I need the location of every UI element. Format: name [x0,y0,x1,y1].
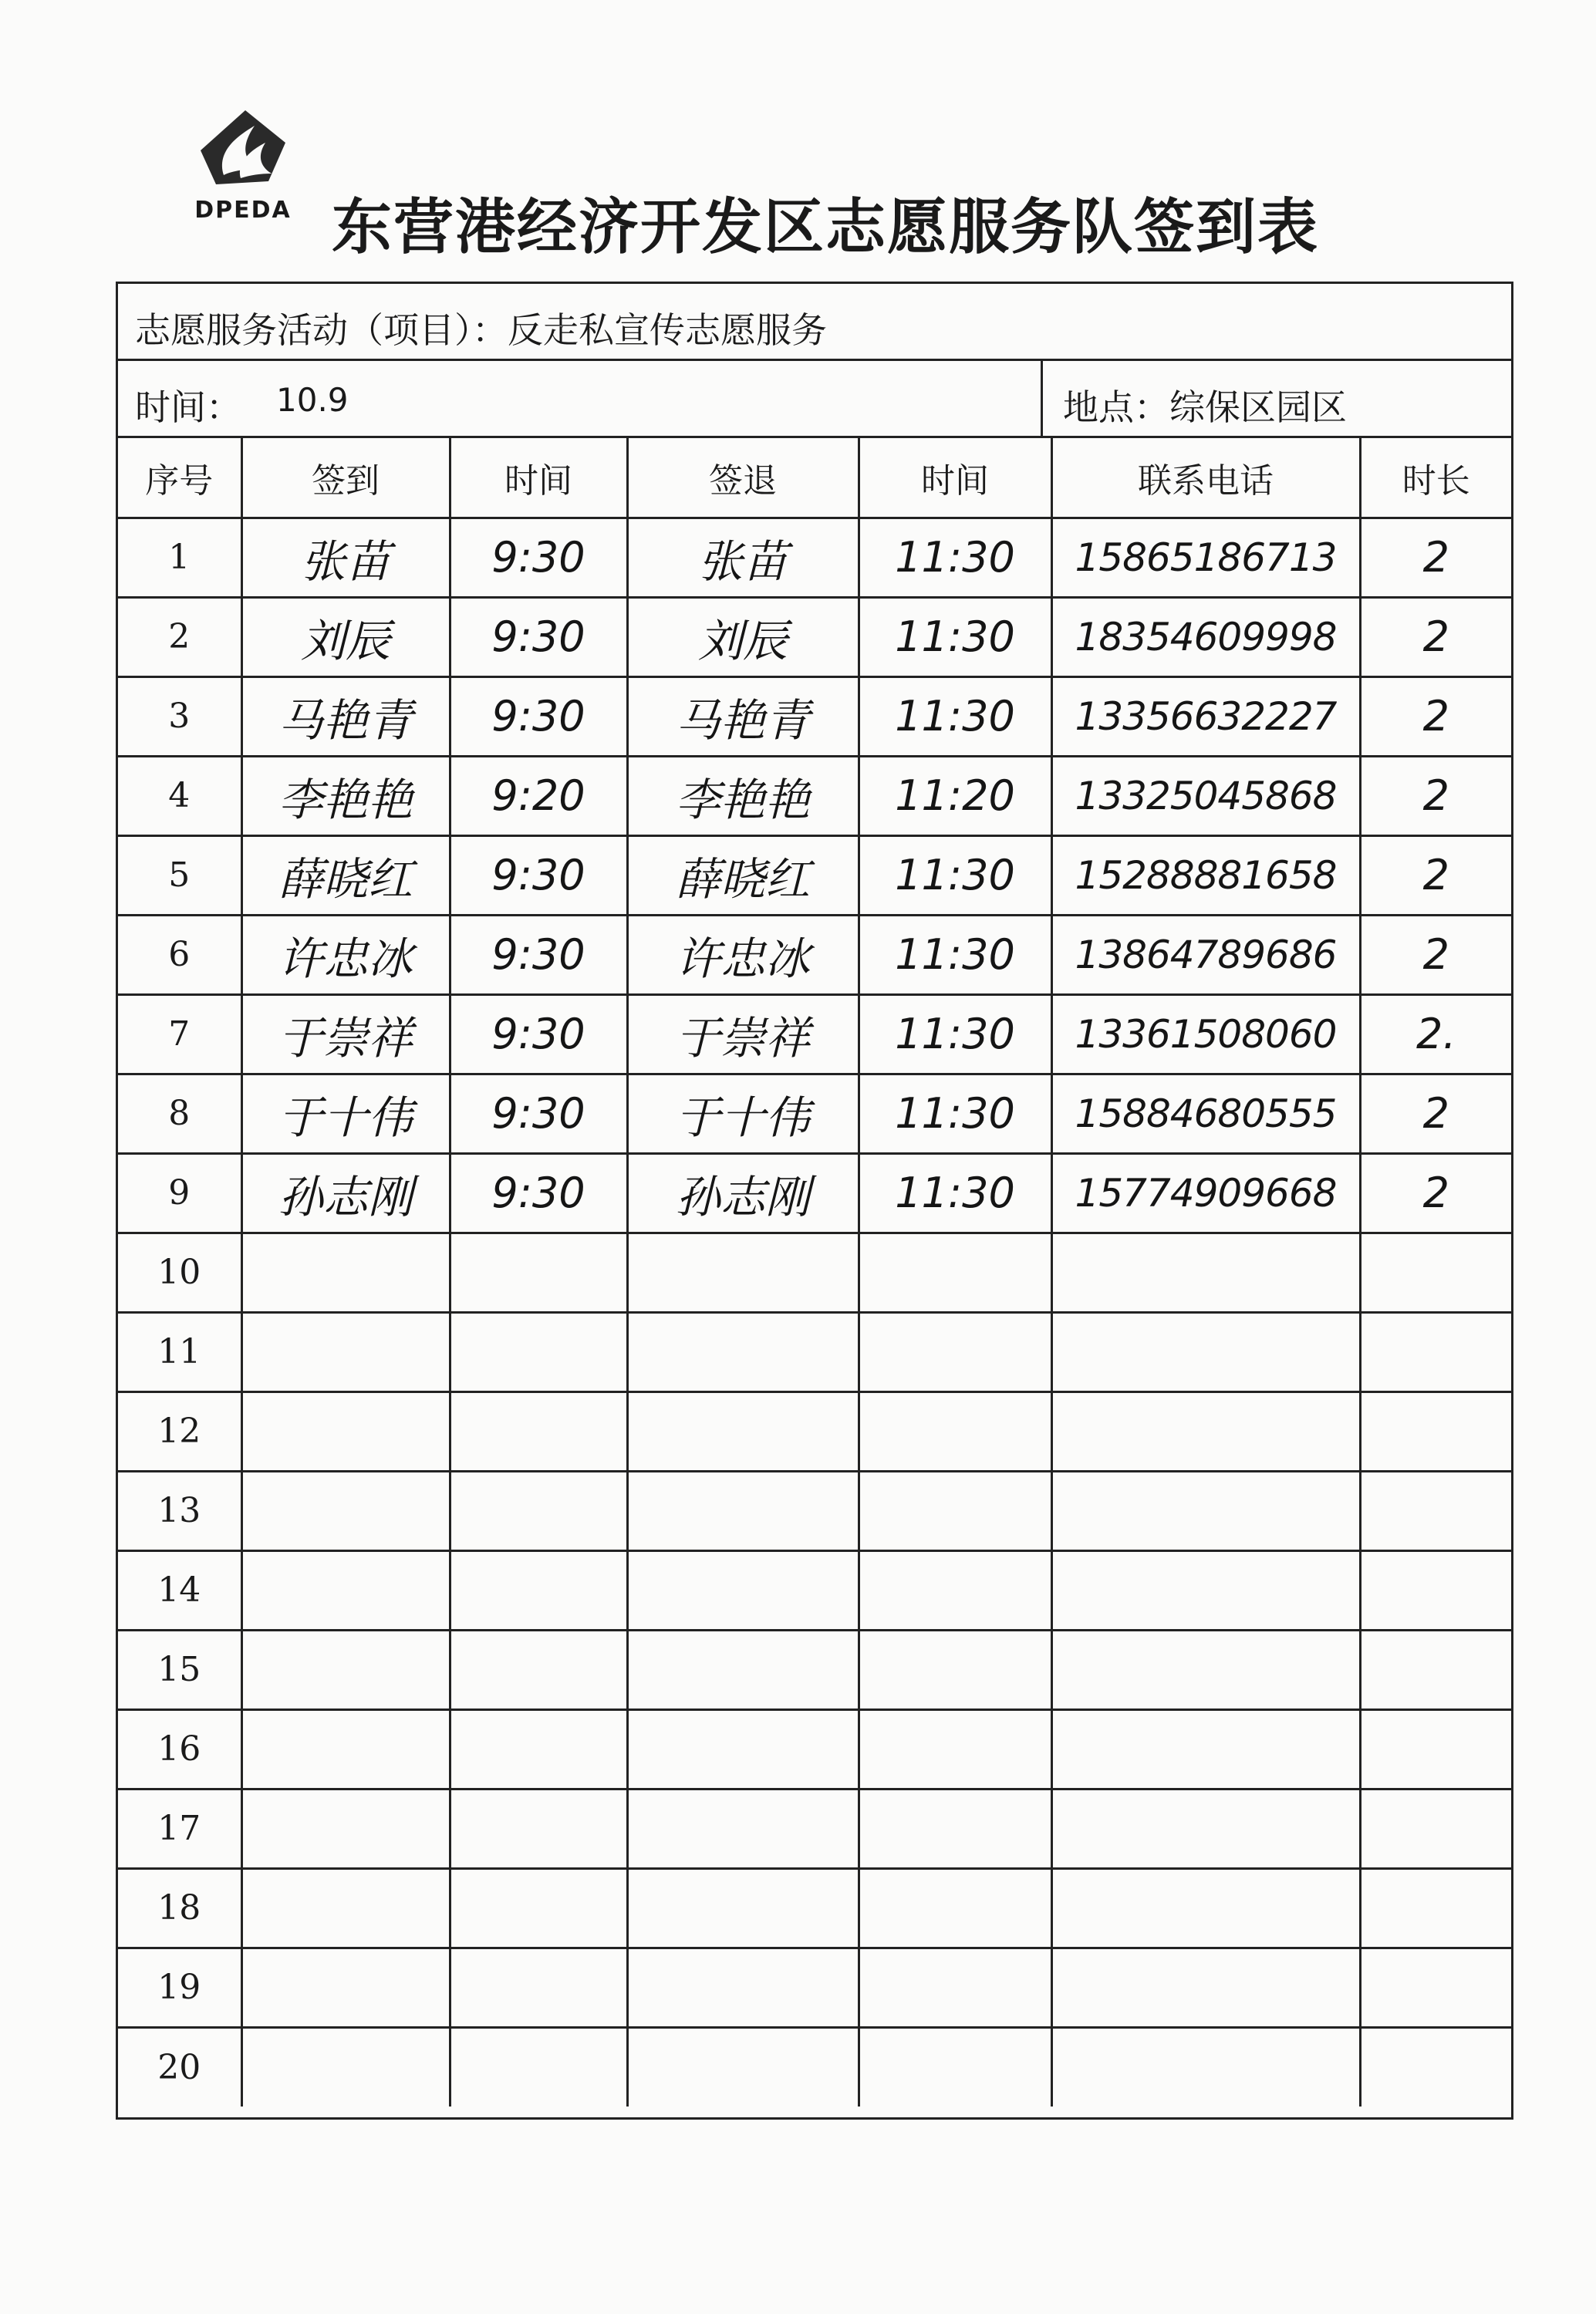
row-number: 10 [118,1233,241,1312]
duration-hours [1360,1233,1511,1312]
sign-out-time [859,1471,1051,1550]
table-row [118,1074,1511,1153]
contact-phone [1051,1630,1360,1709]
sign-out-signature: 薛晓红 [627,835,859,915]
sign-in-time: 9:30 [450,676,627,756]
duration-hours [1360,1391,1511,1471]
sign-in-time [450,1471,627,1550]
sign-in-signature [241,1630,450,1709]
row-number: 20 [118,2027,241,2107]
sign-in-signature [241,1471,450,1550]
table-row [118,2027,1511,2107]
sign-in-signature: 刘辰 [241,597,450,676]
table-row [118,1630,1511,1709]
contact-phone: 15774909668 [1051,1153,1360,1233]
contact-phone: 13356632227 [1051,676,1360,756]
sign-in-time [450,1550,627,1630]
sign-out-time: 11:30 [859,597,1051,676]
sign-out-signature: 孙志刚 [627,1153,859,1233]
sign-in-signature: 张苗 [241,518,450,597]
sign-in-signature [241,2027,450,2107]
sign-out-signature: 李艳艳 [627,756,859,835]
sign-out-signature [627,1630,859,1709]
table-row [118,1868,1511,1948]
sign-out-time [859,1630,1051,1709]
sign-in-time [450,1948,627,2027]
contact-phone [1051,2027,1360,2107]
sign-in-signature [241,1868,450,1948]
contact-phone: 13325045868 [1051,756,1360,835]
duration-hours: 2 [1360,597,1511,676]
page-title: 东营港经济开发区志愿服务队签到表 [332,192,1320,262]
sign-in-signature: 许忠冰 [241,915,450,994]
sign-out-signature [627,1868,859,1948]
sign-out-signature: 刘辰 [627,597,859,676]
info-divider [1041,361,1043,436]
duration-hours [1360,1630,1511,1709]
table-body [118,518,1511,2107]
sign-in-time [450,2027,627,2107]
sign-in-signature [241,1789,450,1868]
row-number: 7 [118,994,241,1074]
table-row [118,1789,1511,1868]
sign-out-signature: 于十伟 [627,1074,859,1153]
duration-hours [1360,1948,1511,2027]
table-row [118,1153,1511,1233]
duration-hours: 2. [1360,994,1511,1074]
duration-hours: 2 [1360,676,1511,756]
sign-in-time [450,1312,627,1391]
sign-out-time: 11:30 [859,994,1051,1074]
contact-phone [1051,1233,1360,1312]
sign-out-signature [627,1391,859,1471]
row-number: 9 [118,1153,241,1233]
contact-phone: 13361508060 [1051,994,1360,1074]
row-number: 18 [118,1868,241,1948]
sign-out-signature [627,1471,859,1550]
sign-in-signature [241,1550,450,1630]
sign-out-time [859,1948,1051,2027]
col-header-in-time: 时间 [450,438,627,518]
row-number: 15 [118,1630,241,1709]
duration-hours: 2 [1360,1153,1511,1233]
sign-in-signature [241,1948,450,2027]
activity-label: 志愿服务活动（项目）：反走私宣传志愿服务 [135,309,827,351]
sign-in-time: 9:30 [450,994,627,1074]
sign-in-time: 9:30 [450,1153,627,1233]
row-number: 8 [118,1074,241,1153]
sign-out-time: 11:20 [859,756,1051,835]
duration-hours [1360,1709,1511,1789]
table-header-row [118,438,1511,518]
sign-out-time: 11:30 [859,676,1051,756]
flame-logo-icon [185,104,301,195]
sign-out-signature: 许忠冰 [627,915,859,994]
sign-out-time: 11:30 [859,835,1051,915]
row-number: 1 [118,518,241,597]
sign-out-time [859,1391,1051,1471]
sign-out-signature [627,1550,859,1630]
info-row [118,361,1511,438]
sign-out-time [859,1709,1051,1789]
table-row [118,1709,1511,1789]
contact-phone [1051,1391,1360,1471]
sign-out-signature [627,1789,859,1868]
sign-in-time [450,1709,627,1789]
sign-out-signature: 张苗 [627,518,859,597]
duration-hours [1360,1550,1511,1630]
sign-in-signature: 薛晓红 [241,835,450,915]
table-row [118,676,1511,756]
contact-phone [1051,1550,1360,1630]
row-number: 3 [118,676,241,756]
contact-phone: 15288881658 [1051,835,1360,915]
sign-in-signature [241,1709,450,1789]
contact-phone: 13864789686 [1051,915,1360,994]
contact-phone [1051,1868,1360,1948]
row-number: 6 [118,915,241,994]
sign-in-time: 9:30 [450,518,627,597]
table-row [118,1391,1511,1471]
duration-hours: 2 [1360,835,1511,915]
logo-text: DPEDA [194,197,292,224]
table-row [118,597,1511,676]
sign-out-time [859,1550,1051,1630]
sign-in-signature: 于崇祥 [241,994,450,1074]
sign-out-signature [627,1948,859,2027]
duration-hours [1360,1868,1511,1948]
sign-in-signature: 马艳青 [241,676,450,756]
dpeda-logo [185,104,301,235]
col-header-no: 序号 [118,438,241,518]
sign-out-time [859,1233,1051,1312]
sign-out-signature: 马艳青 [627,676,859,756]
row-number: 14 [118,1550,241,1630]
table-row [118,1471,1511,1550]
sign-out-signature [627,1709,859,1789]
sign-out-time [859,1868,1051,1948]
contact-phone: 18354609998 [1051,597,1360,676]
col-header-sign-out: 签退 [627,438,859,518]
time-value: 10.9 [276,381,349,419]
duration-hours: 2 [1360,756,1511,835]
duration-hours: 2 [1360,518,1511,597]
row-number: 12 [118,1391,241,1471]
sign-out-time: 11:30 [859,518,1051,597]
table-row [118,1312,1511,1391]
col-header-hours: 时长 [1360,438,1511,518]
sign-out-time [859,2027,1051,2107]
duration-hours: 2 [1360,915,1511,994]
contact-phone [1051,1471,1360,1550]
duration-hours [1360,1312,1511,1391]
sign-in-time: 9:20 [450,756,627,835]
sign-in-signature: 孙志刚 [241,1153,450,1233]
table-row [118,518,1511,597]
row-number: 11 [118,1312,241,1391]
table-row [118,1948,1511,2027]
table-row [118,915,1511,994]
sign-in-signature: 于十伟 [241,1074,450,1153]
table-row [118,756,1511,835]
row-number: 4 [118,756,241,835]
sign-in-signature: 李艳艳 [241,756,450,835]
time-label: 时间： [135,386,241,428]
sign-in-time [450,1233,627,1312]
table-row [118,1233,1511,1312]
sign-out-time [859,1789,1051,1868]
location-label: 地点：综保区园区 [1063,386,1347,428]
contact-phone: 15884680555 [1051,1074,1360,1153]
duration-hours [1360,1789,1511,1868]
row-number: 13 [118,1471,241,1550]
sign-in-time: 9:30 [450,1074,627,1153]
row-number: 17 [118,1789,241,1868]
row-number: 19 [118,1948,241,2027]
duration-hours: 2 [1360,1074,1511,1153]
activity-row [118,284,1511,361]
sign-in-time [450,1868,627,1948]
col-header-sign-in: 签到 [241,438,450,518]
col-header-out-time: 时间 [859,438,1051,518]
sign-in-signature [241,1233,450,1312]
duration-hours [1360,1471,1511,1550]
contact-phone: 15865186713 [1051,518,1360,597]
sign-out-time: 11:30 [859,1074,1051,1153]
attendance-table [118,438,1511,2107]
row-number: 16 [118,1709,241,1789]
sign-in-time: 9:30 [450,915,627,994]
col-header-phone: 联系电话 [1051,438,1360,518]
sign-in-time [450,1630,627,1709]
sign-out-signature [627,1312,859,1391]
sign-out-time: 11:30 [859,1153,1051,1233]
contact-phone [1051,1312,1360,1391]
table-row [118,994,1511,1074]
sign-out-signature [627,1233,859,1312]
sign-in-signature [241,1312,450,1391]
duration-hours [1360,2027,1511,2107]
contact-phone [1051,1948,1360,2027]
sign-out-time: 11:30 [859,915,1051,994]
sign-in-time [450,1789,627,1868]
sign-in-time [450,1391,627,1471]
sign-out-signature: 于崇祥 [627,994,859,1074]
sign-out-time [859,1312,1051,1391]
table-row [118,1550,1511,1630]
table-row [118,835,1511,915]
contact-phone [1051,1789,1360,1868]
sign-in-time: 9:30 [450,835,627,915]
row-number: 2 [118,597,241,676]
sign-in-time: 9:30 [450,597,627,676]
contact-phone [1051,1709,1360,1789]
sign-out-signature [627,2027,859,2107]
sign-in-sheet [116,282,1513,2120]
row-number: 5 [118,835,241,915]
sign-in-signature [241,1391,450,1471]
